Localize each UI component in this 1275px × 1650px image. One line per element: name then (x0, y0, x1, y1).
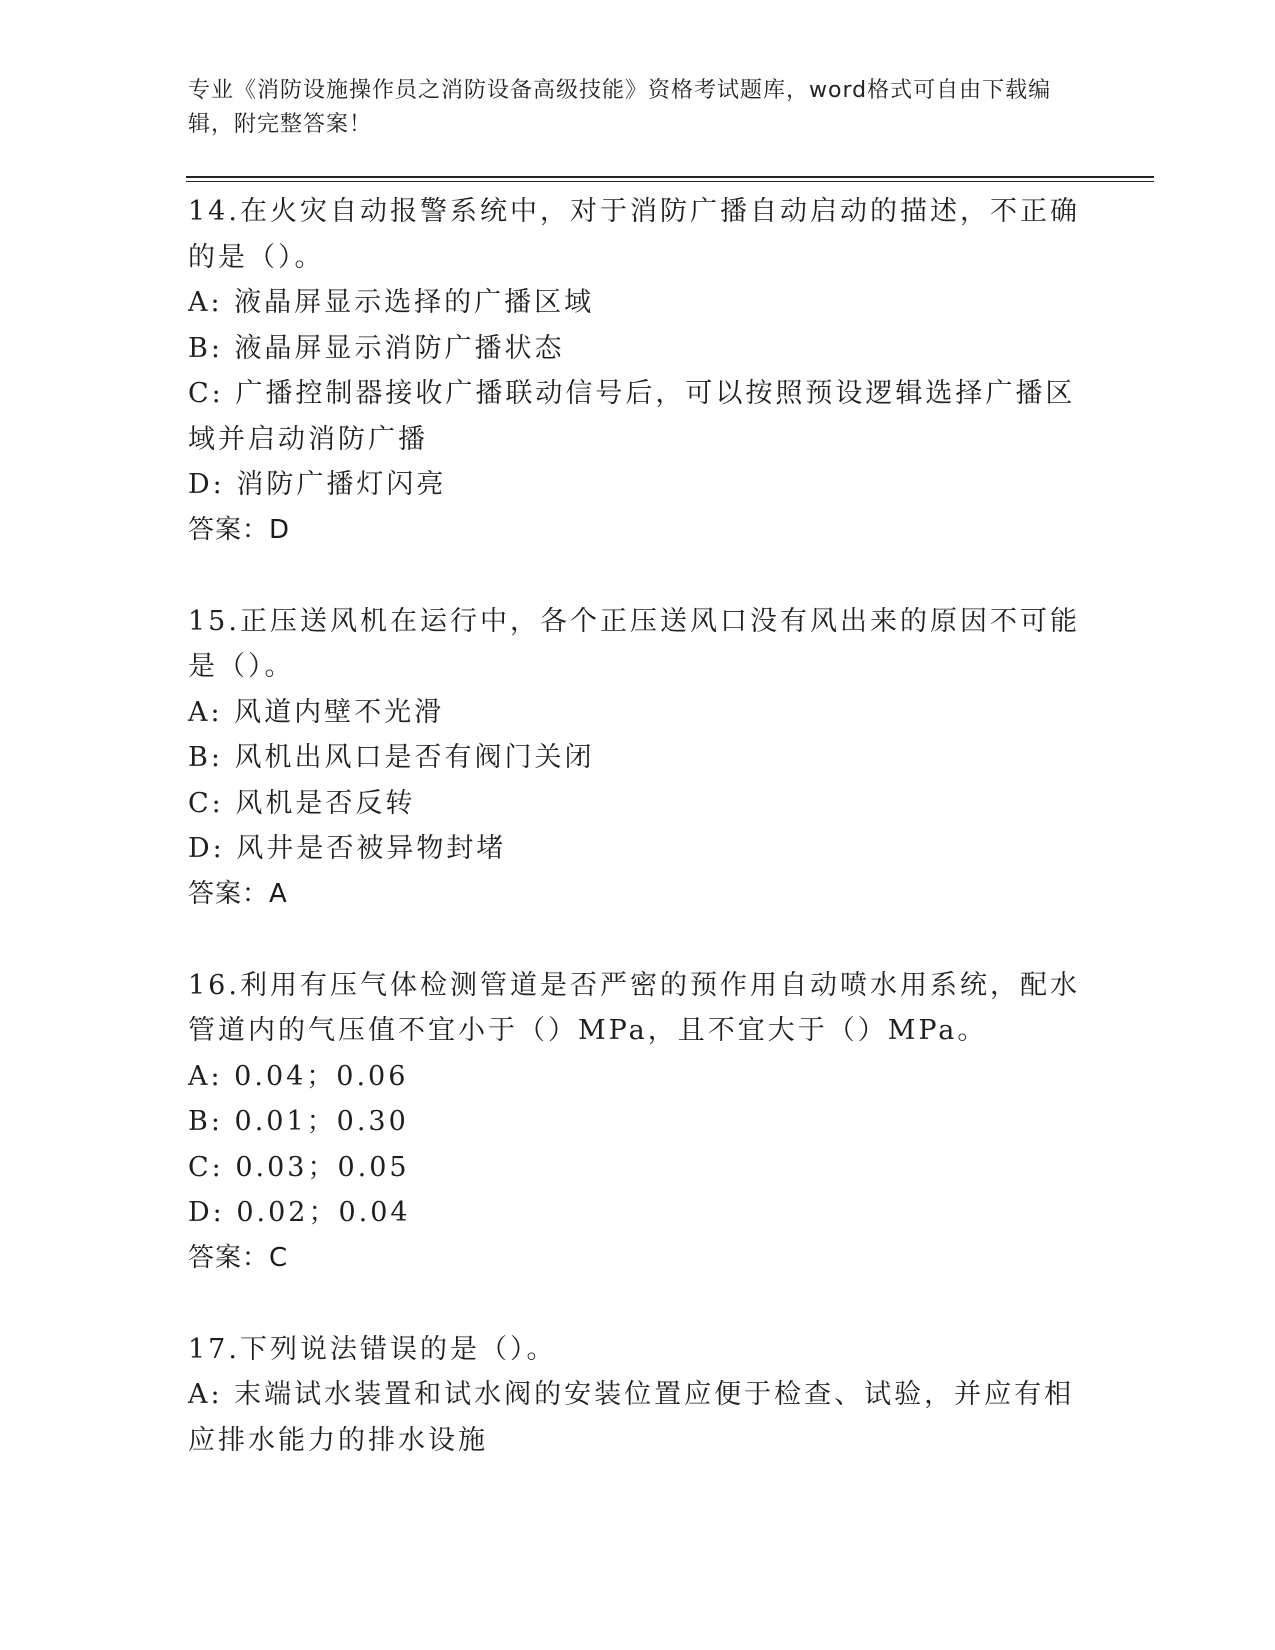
answer-line: 答案：D (188, 514, 291, 545)
header-divider-thin (186, 181, 1154, 182)
question-spacer (188, 917, 1088, 963)
option-c: C: 0.03；0.05 (188, 1151, 410, 1183)
question-stem: 14.在火灾自动报警系统中，对于消防广播自动启动的描述，不正确的是（）。 (188, 196, 1080, 273)
question-14 (188, 189, 1088, 553)
option-a: A: 液晶屏显示选择的广播区域 (188, 287, 595, 318)
option-a: A: 0.04；0.06 (188, 1060, 409, 1092)
option-d: D: 消防广播灯闪亮 (188, 469, 447, 500)
option-b: B: 风机出风口是否有阀门关闭 (188, 742, 595, 773)
document-header (188, 74, 1068, 142)
option-b: B: 0.01；0.30 (188, 1106, 409, 1137)
question-spacer (188, 553, 1088, 599)
question-stem: 16.利用有压气体检测管道是否严密的预作用自动喷水用系统，配水管道内的气压值不宜小于（）MPa，且不宜大于（）MPa。 (188, 969, 1080, 1046)
option-b: B: 液晶屏显示消防广播状态 (188, 332, 565, 364)
option-c: C: 广播控制器接收广播联动信号后，可以按照预设逻辑选择广播区域并启动消防广播 (188, 378, 1076, 455)
answer-line: 答案：A (188, 878, 288, 909)
option-d: D: 0.02；0.04 (188, 1197, 411, 1228)
question-17 (188, 1327, 1088, 1464)
question-spacer (188, 1281, 1088, 1327)
question-15 (188, 599, 1088, 918)
option-a: A: 末端试水装置和试水阀的安装位置应便于检查、试验，并应有相应排水能力的排水设施 (188, 1379, 1075, 1456)
header-text: 专业《消防设施操作员之消防设备高级技能》资格考试题库，word格式可自由下载编辑，附完整答案！ (188, 78, 1052, 137)
answer-line: 答案：C (188, 1242, 289, 1273)
option-c: C: 风机是否反转 (188, 787, 416, 819)
option-a: A: 风道内壁不光滑 (188, 696, 445, 728)
question-list (188, 189, 1088, 1463)
option-d: D: 风井是否被异物封堵 (188, 833, 507, 864)
question-stem: 17.下列说法错误的是（）。 (188, 1333, 557, 1365)
header-divider (186, 176, 1154, 178)
question-16 (188, 963, 1088, 1282)
question-stem: 15.正压送风机在运行中，各个正压送风口没有风出来的原因不可能是（）。 (188, 605, 1080, 682)
